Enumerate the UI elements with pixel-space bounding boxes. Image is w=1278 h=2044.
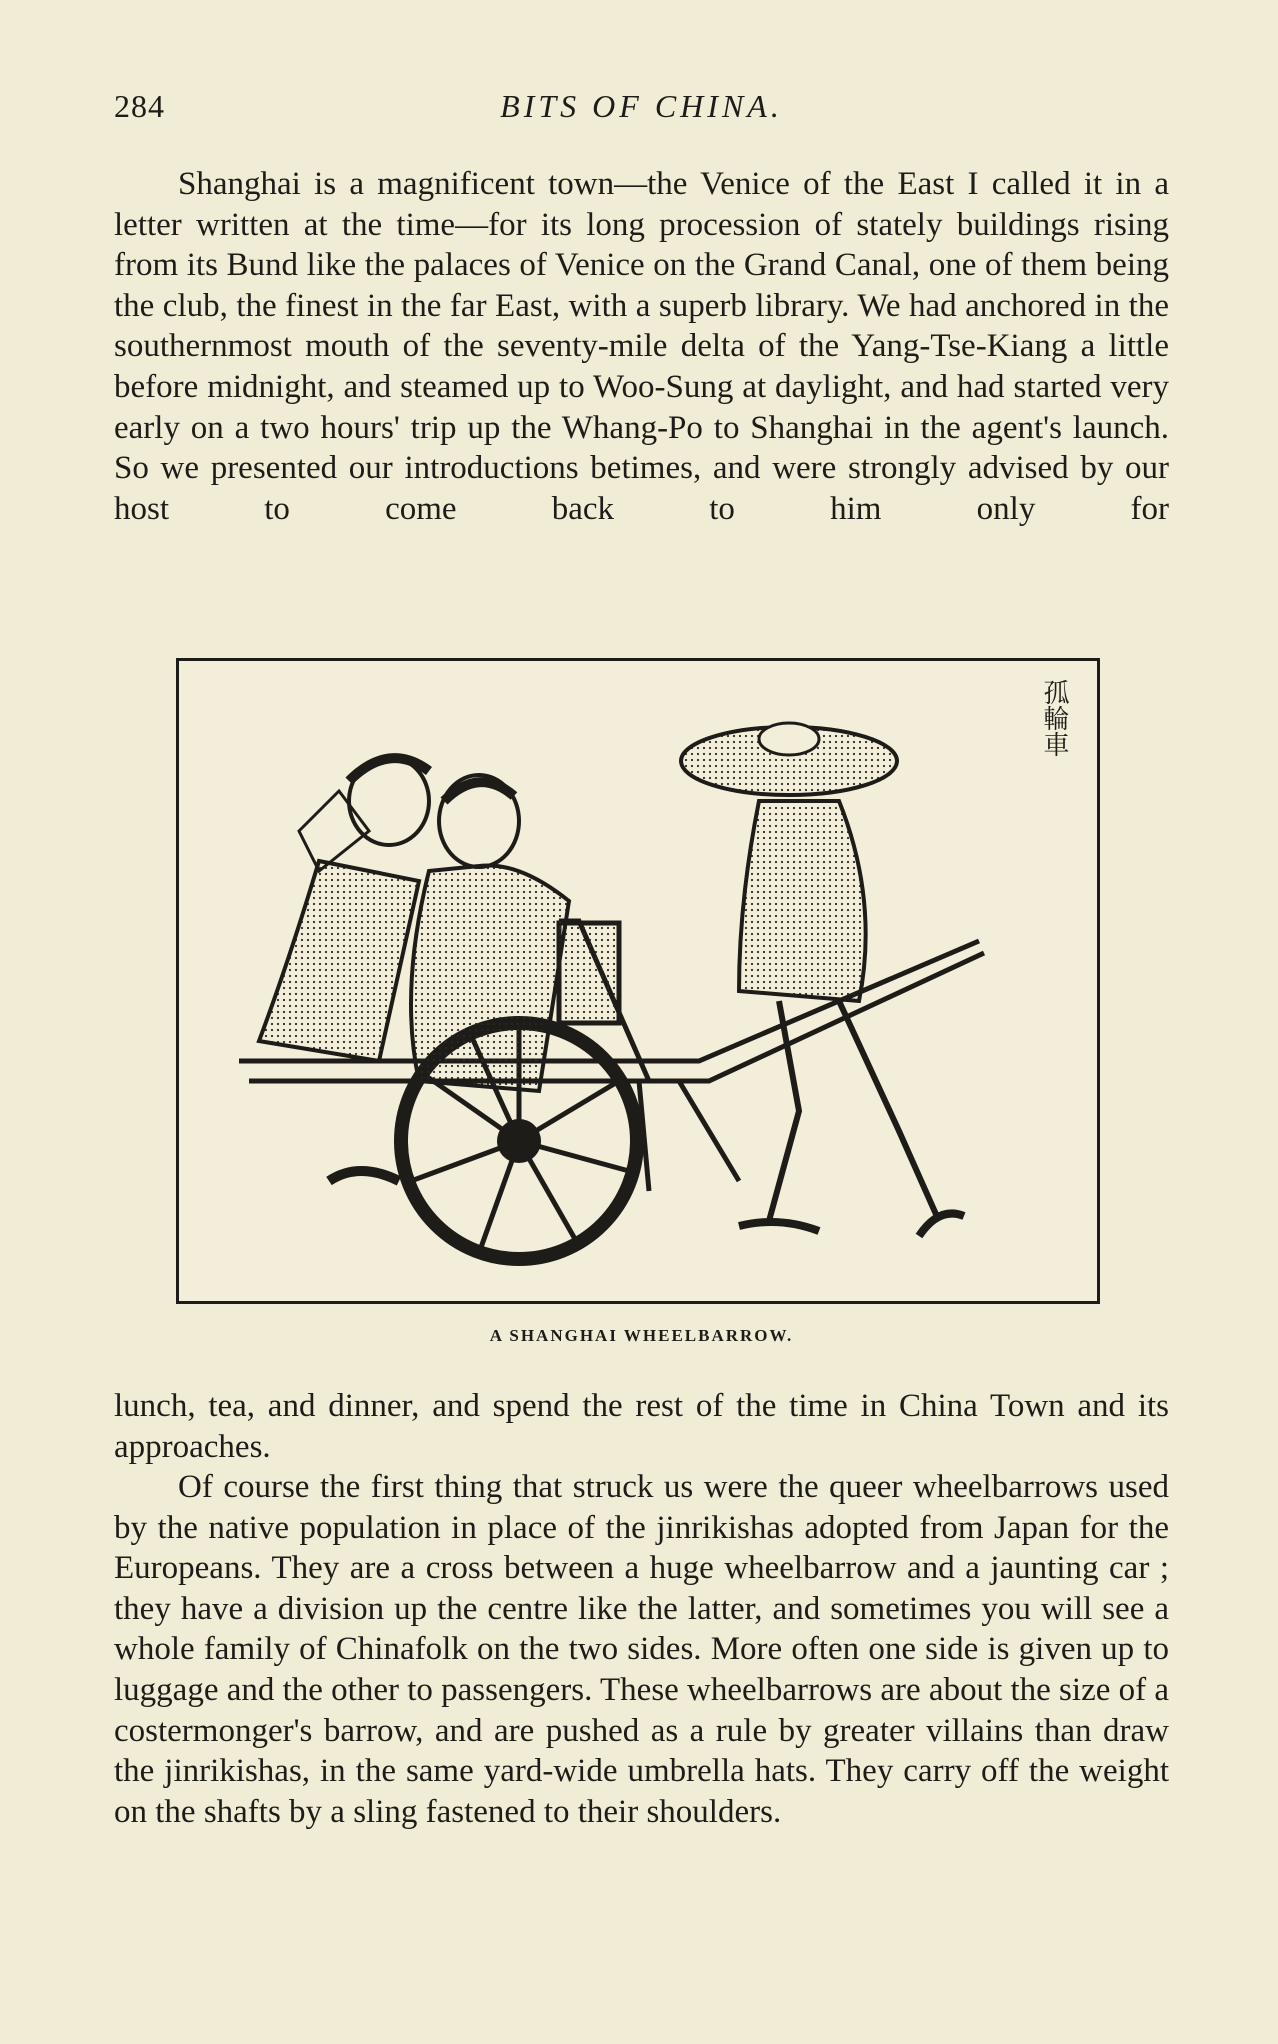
paragraph-wheelbarrows: Of course the first thing that struck us were the queer wheelbarrows used by the native population in place of the jinrikishas adopted from Japan for the Europeans. They are a cross between a huge wheelbarrow and a jaunting car ; they have a division up the centre like the latter, and sometimes you will see a whole family of Chinafolk on the two sides. More often one side is given up to luggage and the other to passengers. These wheelbarrows are about the size of a costermonger's barrow, and are pushed as a rule by greater villains than draw the jinrikishas, in the same yard-wide umbrella hats. They carry off the weight on the shafts by a sling fastened to their shoulders. bbox=[114, 1469, 1170, 1830]
page-number: 284 bbox=[114, 88, 165, 124]
paragraph-lunch-tea: lunch, tea, and dinner, and spend the rest of the time in China Town and its approaches. bbox=[114, 1388, 1169, 1465]
wheelbarrow-illustration bbox=[179, 661, 1097, 1301]
illustration-caption: A SHANGHAI WHEELBARROW. bbox=[489, 1326, 794, 1345]
illustration-frame bbox=[176, 658, 1100, 1304]
passenger-figure-1 bbox=[259, 757, 429, 1061]
running-title: BITS OF CHINA. bbox=[500, 88, 783, 124]
illustration-chinese-label: 孤輪車 bbox=[1040, 679, 1069, 757]
page-header bbox=[114, 88, 1169, 132]
paragraph-shanghai-intro: Shanghai is a magnificent town—the Venice of the East I called it in a letter written at the time—for its long procession of stately buildings rising from its Bund like the palaces of Venice on the Grand Canal, one of them being the club, the finest in the far East, with a superb library. We had anchored in the southernmost mouth of the seventy-mile delta of the Yang-Tse-Kiang a little before midnight, and steamed up to Woo-Sung at daylight, and had started very early on a two hours' trip up the Whang-Po to Shanghai in the agent's launch. So we presented our introductions betimes, and were strongly advised by our host to come back to him only for bbox=[114, 166, 1169, 527]
